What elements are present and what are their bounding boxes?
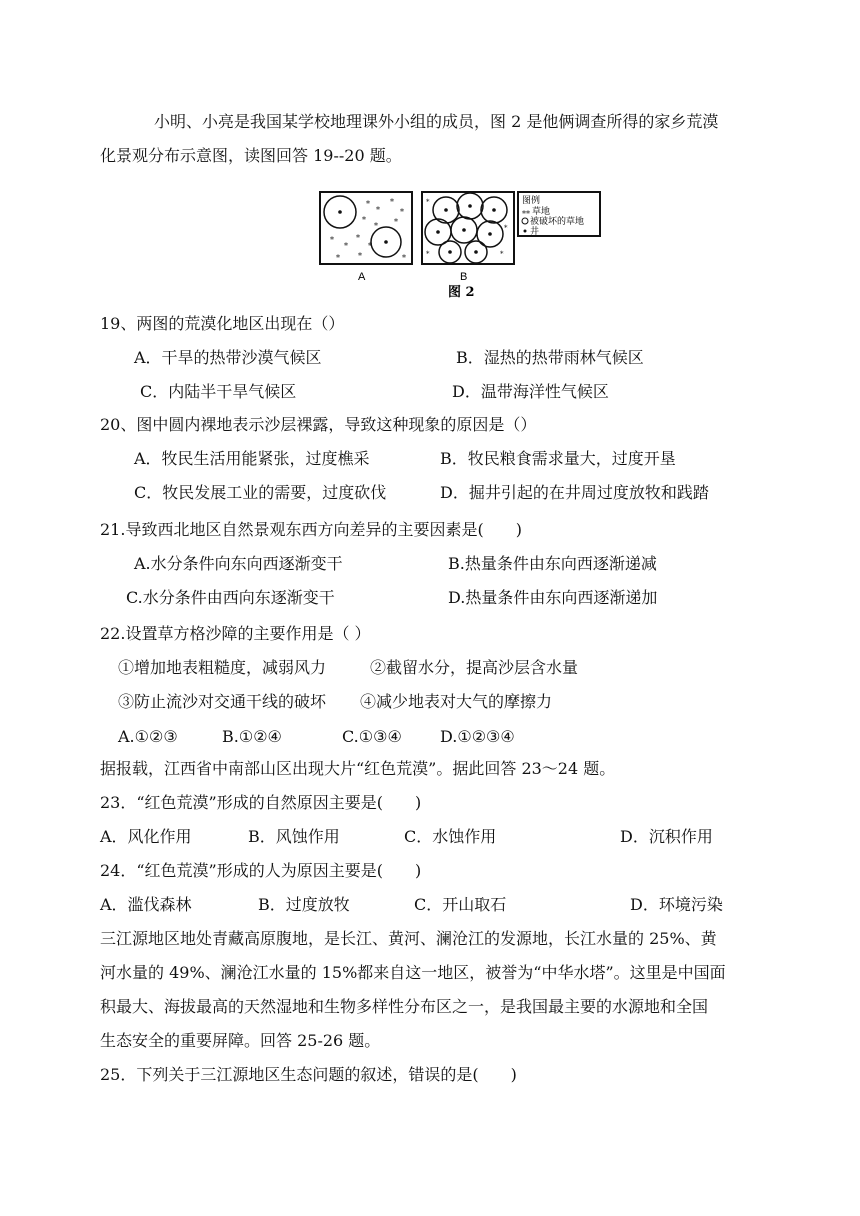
panel-b-degraded-circles [425, 193, 507, 263]
q22-option-d: D.①②③④ [440, 727, 515, 746]
svg-text:⁎: ⁎ [356, 231, 360, 240]
svg-text:⁎: ⁎ [374, 219, 378, 228]
q22-statement-3: ③防止流沙对交通干线的破坏 [118, 692, 327, 711]
figure-2 [318, 188, 602, 298]
intro-25-26-line3: 积最大、海拔最高的天然湿地和生物多样性分布区之一，是我国最主要的水源地和全国 [100, 997, 709, 1016]
svg-text:⁎: ⁎ [362, 213, 366, 222]
q19-option-d: D．温带海洋性气候区 [452, 382, 609, 401]
svg-text:⁎: ⁎ [344, 239, 348, 248]
q19-option-b: B．湿热的热带雨林气候区 [456, 348, 644, 367]
intro-25-26-line2: 河水量的 49%、澜沧江水量的 15%都来自这一地区，被誉为“中华水塔”。这里是中国面 [100, 963, 726, 982]
svg-text:⁎: ⁎ [402, 251, 406, 260]
intro-23-24: 据报载，江西省中南部山区出现大片“红色荒漠”。据此回答 23～24 题。 [100, 759, 616, 778]
q20-option-a: A．牧民生活用能紧张，过度樵采 [134, 449, 370, 468]
svg-text:⁎: ⁎ [504, 222, 508, 230]
panel-b-label: B [460, 271, 468, 283]
figure-2-diagram [318, 188, 602, 298]
svg-text:⁎: ⁎ [500, 248, 504, 256]
legend-degraded-symbol [522, 218, 528, 224]
q22-statement-1: ①增加地表粗糙度，减弱风力 [118, 658, 327, 677]
q24-stem: 24．“红色荒漠”形成的人为原因主要是( ) [100, 861, 422, 880]
q23-option-a: A．风化作用 [100, 827, 192, 846]
svg-text:⁎: ⁎ [336, 251, 340, 260]
svg-text:⁎: ⁎ [426, 248, 430, 256]
q23-stem: 23．“红色荒漠”形成的自然原因主要是( ) [100, 793, 422, 812]
q21-option-a: A.水分条件向东向西逐渐变干 [134, 554, 343, 573]
q24-option-b: B．过度放牧 [258, 895, 350, 914]
q23-option-d: D．沉积作用 [620, 827, 713, 846]
svg-text:⁎: ⁎ [368, 239, 372, 248]
svg-text:⁎: ⁎ [376, 203, 380, 212]
svg-text:⁎: ⁎ [330, 233, 334, 242]
panel-a-well [338, 210, 342, 214]
q22-statement-4: ④减少地表对大气的摩擦力 [360, 692, 553, 711]
q21-option-b: B.热量条件由东向西逐渐递减 [448, 554, 657, 573]
legend-grass-label: 草地 [532, 207, 551, 217]
q19-stem: 19、两图的荒漠化地区出现在（） [100, 314, 345, 333]
legend-title: 图例 [522, 196, 541, 206]
q24-option-c: C．开山取石 [414, 895, 507, 914]
q24-option-a: A．滥伐森林 [100, 895, 192, 914]
q21-stem: 21.导致西北地区自然景观东西方向差异的主要因素是( ) [100, 520, 522, 539]
q23-option-b: B．风蚀作用 [248, 827, 340, 846]
panel-a-label: A [358, 271, 366, 283]
legend-grass-symbol: ⁎⁎ [522, 207, 530, 216]
svg-text:⁎: ⁎ [400, 205, 404, 214]
q25-stem: 25．下列关于三江源地区生态问题的叙述，错误的是( ) [100, 1065, 517, 1084]
q22-option-a: A.①②③ [118, 727, 178, 746]
q24-option-d: D．环境污染 [630, 895, 723, 914]
q20-option-c: C．牧民发展工业的需要，过度砍伐 [134, 483, 387, 502]
svg-text:⁎: ⁎ [426, 196, 430, 204]
q22-option-b: B.①②④ [222, 727, 282, 746]
svg-text:⁎: ⁎ [366, 197, 370, 206]
legend-well-symbol [524, 230, 527, 233]
intro-25-26-line4: 生态安全的重要屏障。回答 25-26 题。 [100, 1031, 381, 1050]
legend-degraded-label: 被破坏的草地 [530, 217, 585, 227]
legend-well-label: 井 [530, 227, 540, 237]
q20-option-b: B．牧民粮食需求量大，过度开垦 [440, 449, 676, 468]
q20-option-d: D．掘井引起的在井周过度放牧和践踏 [440, 483, 709, 502]
q19-option-a: A．干旱的热带沙漠气候区 [134, 348, 322, 367]
intro-19-20-line1: 小明、小亮是我国某学校地理课外小组的成员，图 2 是他俩调查所得的家乡荒漠 [154, 112, 719, 131]
svg-text:⁎: ⁎ [358, 249, 362, 258]
panel-a-well [384, 240, 388, 244]
intro-25-26-line1: 三江源地区地处青藏高原腹地，是长江、黄河、澜沧江的发源地，长江水量的 25%、黄 [100, 929, 717, 948]
q22-option-c: C.①③④ [342, 727, 402, 746]
figure-caption: 图 2 [448, 285, 475, 298]
q21-option-c: C.水分条件由西向东逐渐变干 [126, 588, 335, 607]
q19-option-c: C．内陆半干旱气候区 [140, 382, 297, 401]
q22-stem: 22.设置草方格沙障的主要作用是（ ） [100, 624, 371, 643]
intro-19-20-line2: 化景观分布示意图，读图回答 19--20 题。 [100, 146, 402, 165]
q20-stem: 20、图中圆内裸地表示沙层裸露，导致这种现象的原因是（） [100, 415, 537, 434]
q22-statement-2: ②截留水分，提高沙层含水量 [370, 658, 579, 677]
q23-option-c: C．水蚀作用 [404, 827, 497, 846]
svg-text:⁎: ⁎ [390, 195, 394, 204]
svg-text:⁎: ⁎ [394, 215, 398, 224]
q21-option-d: D.热量条件由东向西逐渐递加 [448, 588, 658, 607]
